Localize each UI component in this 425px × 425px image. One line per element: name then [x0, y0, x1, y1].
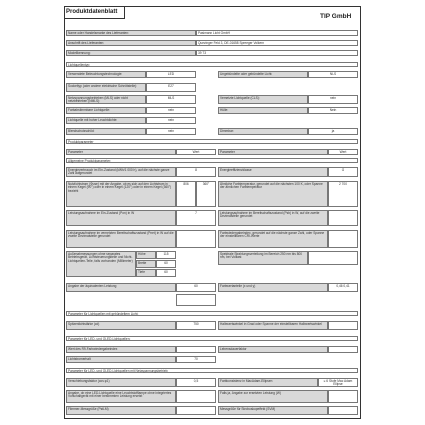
title-divider — [124, 6, 125, 18]
height-value: 115 — [156, 251, 176, 259]
claim-power-value — [328, 390, 358, 403]
equivalent-extra-row — [66, 294, 358, 306]
cap-row — [66, 83, 358, 92]
peak-row — [66, 321, 358, 330]
non-directional-value: NLS — [308, 71, 358, 78]
non-directional-label: Ungebündelte oder gebündelte Licht: — [218, 71, 308, 78]
cri-r9-row — [66, 346, 358, 353]
cri-label: Farbwiedergabeindex, gerundet auf die nächste ganze Zahl, oder Spanne der einstellbaren CRI-Werte — [218, 230, 328, 248]
anti-glare-label: Blendschutzschild: — [66, 128, 146, 135]
product-params-header — [66, 149, 358, 155]
cap-value: E27 — [146, 83, 196, 92]
standby-value — [328, 210, 358, 226]
networked-label: Leistungsaufnahme im vernetzten Bereitschaftszustand (Pnet) in W auf die zweite Dezimalstelle gerundet — [66, 230, 176, 248]
page-title: Produktdatenblatt — [66, 9, 118, 15]
dimmable-row — [66, 128, 358, 135]
stroboscopic-label: Messgröße für Stroboskopeffekt (SVM) — [218, 406, 328, 415]
high-luminance-value: nein — [146, 117, 196, 124]
connected-value: nein — [308, 95, 358, 104]
flux-cone-value: 360° — [196, 181, 216, 207]
cct-label: Ähnliche Farbtemperatur, gerundet auf die nächsten 100 K, oder Spanne der ähnlichen Farbtemperatur — [218, 181, 328, 207]
depth-value: 60 — [156, 269, 176, 277]
technology-value: LED — [146, 71, 196, 78]
depth-label: Tiefe — [136, 269, 156, 277]
mains-row — [66, 95, 358, 104]
beam-label: Halbwertswinkel in Grad oder Spanne der einstellbaren Halbwertswinkel — [218, 321, 328, 330]
power-label: Leistungsaufnahme im Ein-Zustand (Pon) in W — [66, 210, 176, 226]
flicker-value — [176, 406, 216, 415]
flux-value: 806 — [176, 181, 196, 207]
value-header: Wert — [176, 149, 216, 155]
power-value: 7 — [176, 210, 216, 226]
mains-params-label: Parameter für LED- und OLED-Lichtquellen mit Netzspannungsbetrieb: — [66, 368, 358, 373]
supplier-name-label: Name oder Handelsmarke des Lieferanten: — [66, 30, 196, 36]
width-label: Breite — [136, 260, 156, 268]
spectral-graph — [308, 251, 358, 265]
equivalent-label: Angabe der äquivalenten Leistung — [66, 283, 176, 292]
param-header: Parameter — [66, 149, 176, 155]
maintenance-label: Lichtstromerhalt — [66, 356, 176, 363]
survival-label: Lebensdauerfaktor — [218, 346, 328, 353]
displacement-row — [66, 378, 358, 387]
chromaticity-label: Farbwertanteile (x und y) — [218, 283, 328, 292]
standby-label: Leistungsaufnahme im Bereitschaftszustand (Psb) in W, auf die zweite Dezimalstelle gerundet — [218, 210, 328, 226]
height-label: Höhe — [136, 251, 156, 259]
dimensions-label: Außenabmessungen ohne separates Betriebsgerät, Lichtsteuerungsteile und Nicht-Lichtquellen-Teile, falls vorhanden (Millimeter) — [66, 251, 136, 277]
consistency-label: Farbkonsistenz in MacAdam-Ellipsen — [218, 378, 318, 387]
claim-power-label: Falls ja, Angabe zur ersetzten Leistung (W) — [218, 390, 328, 403]
brand-name: TIP GmbH — [320, 13, 352, 20]
cri-r9-value — [176, 346, 216, 353]
equivalent-value: 60 — [176, 283, 216, 292]
chromaticity-value: 0,46 0,41 — [328, 283, 358, 292]
mains-value: MLS — [146, 95, 196, 104]
stroboscopic-value — [328, 406, 358, 415]
supplier-address-row — [66, 40, 358, 46]
flicker-row — [66, 406, 358, 415]
spectral-label: Spektrale Strahlungsverteilung im Bereich 250 nm bis 800 nm, bei Volllast — [218, 251, 308, 265]
led-params-label: Parameter für LED- und OLED-Lichtquellen: — [66, 336, 358, 341]
light-source-type-label: Lichtquellentyp: — [66, 62, 358, 67]
peak-label: Spitzenlichtstärke (cd) — [66, 321, 176, 330]
equivalent-extra — [176, 294, 216, 306]
cri-value — [328, 230, 358, 248]
energy-value: 8 — [176, 167, 216, 177]
networked-value — [176, 230, 216, 248]
cct-value: 2 700 — [328, 181, 358, 207]
supplier-address-label: Anschrift des Lieferanten: — [66, 40, 196, 46]
claims-value — [176, 390, 216, 403]
energy-label: Energieverbrauch im Ein-Zustand (kWh/1 000 h), auf die nächste ganze Zahl aufgerundet — [66, 167, 176, 177]
colour-tunable-value: nein — [146, 107, 196, 114]
model-label: Modellkennung: — [66, 50, 196, 56]
maintenance-row — [66, 356, 358, 363]
claims-label: Angabe, ob eine LED-Lichtquelle eine Leuchtstofflampe ohne integriertes Vorschaltgerät mit einer bestimmten Leistung ersetzt — [66, 390, 176, 403]
colour-tunable-label: Farbabstimmbare Lichtquelle: — [66, 107, 146, 114]
supplier-address-value: Quezinger Feld 3, DE-01658 Spreeger Volkern — [196, 40, 358, 46]
high-luminance-label: Lichtquelle mit hoher Leuchtdichte: — [66, 117, 146, 124]
networked-row — [66, 230, 358, 248]
width-value: 60 — [156, 260, 176, 268]
cri-r9-label: Wert des R9-Farbwiedergabeindex — [66, 346, 176, 353]
envelope-value: Nein — [308, 107, 358, 114]
dimensions-row — [66, 251, 358, 277]
general-params-label: Allgemeine Produktparameter: — [66, 158, 358, 163]
survival-value — [328, 346, 358, 353]
title-underline — [64, 18, 125, 19]
flux-row — [66, 181, 358, 207]
model-value: 39 73 — [196, 50, 358, 56]
dimmable-label: Dimmbar: — [218, 128, 308, 135]
high-luminance-row — [66, 117, 358, 124]
flux-label: Nutzlichtstrom (Φuse) mit der Angabe, ob es sich auf den Lichtstrom in einem Kegel (90°) oder in einem Kegel (120°) oder in einem Kegel (360°) bezieht — [66, 181, 176, 207]
displacement-value: 0,5 — [176, 378, 216, 387]
cap-label: Sockeltyp (oder andere elektrische Schnittstelle): — [66, 83, 146, 92]
maintenance-value: 70 — [176, 356, 216, 363]
energy-class-value: G — [328, 167, 358, 177]
technology-row — [66, 71, 358, 78]
param-header-2: Parameter — [218, 149, 328, 155]
model-row — [66, 50, 358, 56]
directional-params-label: Parameter für Lichtquellen mit gebündeltem Licht: — [66, 311, 358, 316]
flicker-label: Flimmer-Messgröße (PstLM) — [66, 406, 176, 415]
power-row — [66, 210, 358, 226]
equivalent-row — [66, 283, 358, 292]
technology-label: Verwendete Beleuchtungstechnologie: — [66, 71, 146, 78]
mains-label: Netzspannungsbetrieben (MLS) oder nicht netzbetrieben (NMLS): — [66, 95, 146, 104]
peak-value: 750 — [176, 321, 216, 330]
anti-glare-value: nein — [146, 128, 196, 135]
connected-label: Vernetzte Lichtquelle (CLS): — [218, 95, 308, 104]
envelope-label: Hülle: — [218, 107, 308, 114]
value-header-2: Wert — [328, 149, 358, 155]
claims-row — [66, 390, 358, 403]
supplier-name-value: Pasimann Licht GmbH — [196, 30, 358, 36]
energy-class-label: Energieeffizienzklasse — [218, 167, 328, 177]
beam-value — [328, 321, 358, 330]
supplier-name-row — [66, 30, 358, 36]
dimmable-value: ja — [308, 128, 358, 135]
consistency-value: ≤ 6 Stufe Mac Adam Ellipse — [318, 378, 358, 387]
displacement-label: Verschiebungsfaktor (cos φ1) — [66, 378, 176, 387]
product-params-label: Produktparameter — [66, 139, 358, 144]
energy-row — [66, 167, 358, 177]
colour-tunable-row — [66, 107, 358, 114]
